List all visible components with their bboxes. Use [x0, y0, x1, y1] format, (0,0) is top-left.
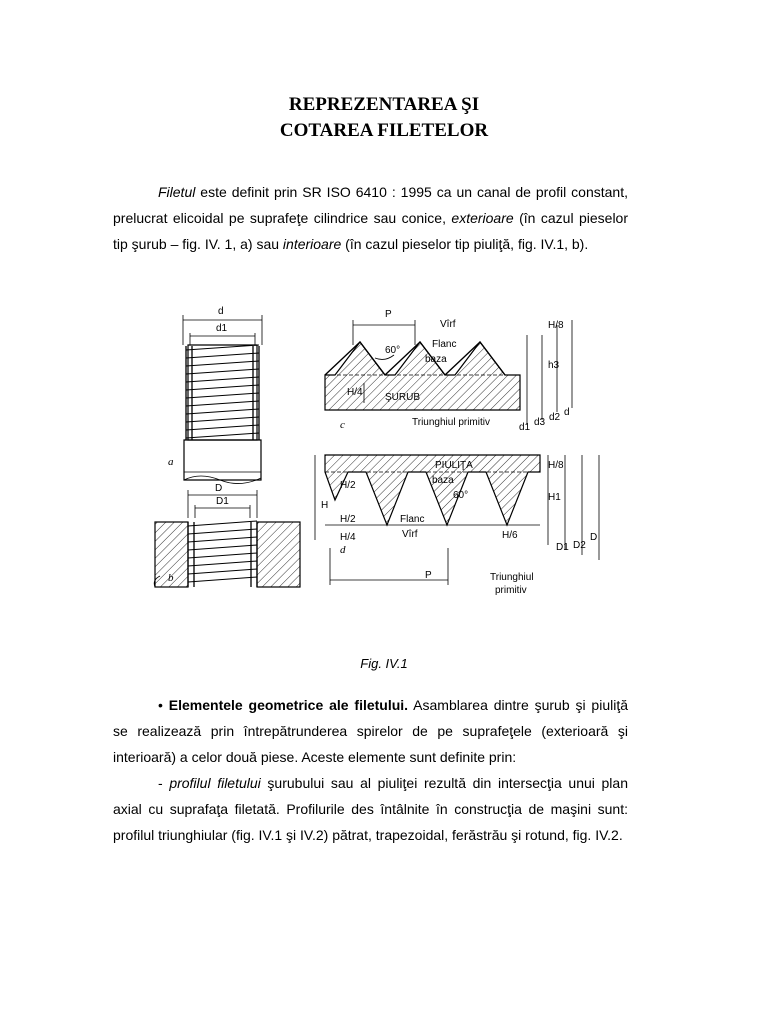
section-heading: Elementele geometrice ale filetului. [168, 697, 409, 713]
label-a: a [168, 456, 174, 468]
label-d3: d3 [534, 417, 546, 428]
label-P-top: P [385, 309, 392, 320]
intro-paragraph [113, 179, 628, 257]
label-H2-a: H/2 [340, 480, 356, 491]
label-d-italic: d [340, 544, 346, 556]
bullet: • [158, 697, 169, 713]
intro-text-3: (în cazul pieselor tip piuliţă, fig. IV.1, b). [341, 236, 589, 252]
label-H4-b: H/4 [340, 532, 356, 543]
label-D: D [215, 483, 223, 494]
label-d2: d2 [549, 412, 561, 423]
label-H2-b: H/2 [340, 514, 356, 525]
label-d1: d1 [216, 323, 228, 334]
label-triunghi-primitiv: Triunghiul primitiv [412, 417, 490, 428]
label-baza-2: baza [432, 475, 454, 486]
label-h3: h3 [548, 360, 560, 371]
item-text: şurubului sau al piuliţei rezultă din intersecţia unui plan axial cu suprafaţa filetată. Profilurile des întâlnite în construcţia de maşini sunt: profilul triunghiular (fig. IV.1 şi IV.2) pătrat, trapezoidal, ferăstrău şi rotund, fig. IV.2. [113, 775, 628, 843]
label-H8-b: H/8 [548, 460, 564, 471]
term-interioare: interioare [282, 236, 342, 252]
bolt-profile [325, 320, 572, 425]
intro-text-1: este definit prin SR ISO 6410 : 1995 ca un canal de profil constant, prelucrat elicoidal pe suprafeţe cilindrice sau conice, [113, 184, 628, 226]
intro-text-2: (în cazul pieselor tip şurub – fig. IV. 1, a) sau [113, 210, 629, 252]
label-d: d [218, 306, 224, 317]
label-b: b [168, 572, 174, 584]
label-H6: H/6 [502, 530, 518, 541]
label-baza: baza [425, 354, 447, 365]
thread-figure [150, 300, 615, 605]
label-H4: H/4 [347, 387, 363, 398]
label-flanc: Flanc [432, 339, 457, 350]
label-piulita: PIULIŢA [435, 460, 473, 471]
label-H8: H/8 [548, 320, 564, 331]
label-primitiv: primitiv [495, 585, 527, 596]
nut-profile [315, 455, 599, 585]
term-filetul: Filetul [158, 184, 196, 200]
label-H: H [321, 500, 329, 511]
item-dash: - [158, 775, 170, 791]
page-title-line-1: REPREZENTAREA ŞI [288, 94, 480, 115]
section-text: Asamblarea dintre şurub şi piuliţă se realizează prin întrepătrunderea spirelor de pe suprafeţele (exterioară şi interioară) a celor două piese. Aceste elemente sunt definite prin: [113, 697, 629, 765]
label-D1-right: D1 [556, 542, 569, 553]
label-D-right: D [590, 532, 598, 543]
label-H1: H1 [548, 492, 561, 503]
label-D2: D2 [573, 540, 586, 551]
page-title-line-2: COTAREA FILETELOR [279, 120, 489, 141]
term-exterioare: exterioare [451, 210, 514, 226]
label-virf: Vîrf [440, 319, 456, 330]
figure-caption: Fig. IV.1 [360, 656, 408, 671]
label-angle-60: 60° [385, 345, 401, 356]
bolt-threads [186, 345, 259, 440]
label-P-bottom: P [425, 570, 432, 581]
label-d1-right: d1 [519, 422, 531, 433]
bolt-drawing [183, 315, 262, 484]
label-triunghiul: Triunghiul [490, 572, 534, 583]
label-flanc-2: Flanc [400, 514, 425, 525]
label-D1: D1 [216, 496, 229, 507]
label-c: c [340, 419, 345, 431]
item-term: profilul filetului [169, 775, 261, 791]
label-angle-60-2: 60° [453, 490, 469, 501]
label-d-right: d [564, 407, 570, 418]
label-surub: ŞURUB [385, 392, 421, 403]
label-virf-2: Vîrf [402, 529, 418, 540]
item-paragraph [113, 770, 628, 848]
section-paragraph [113, 692, 628, 770]
